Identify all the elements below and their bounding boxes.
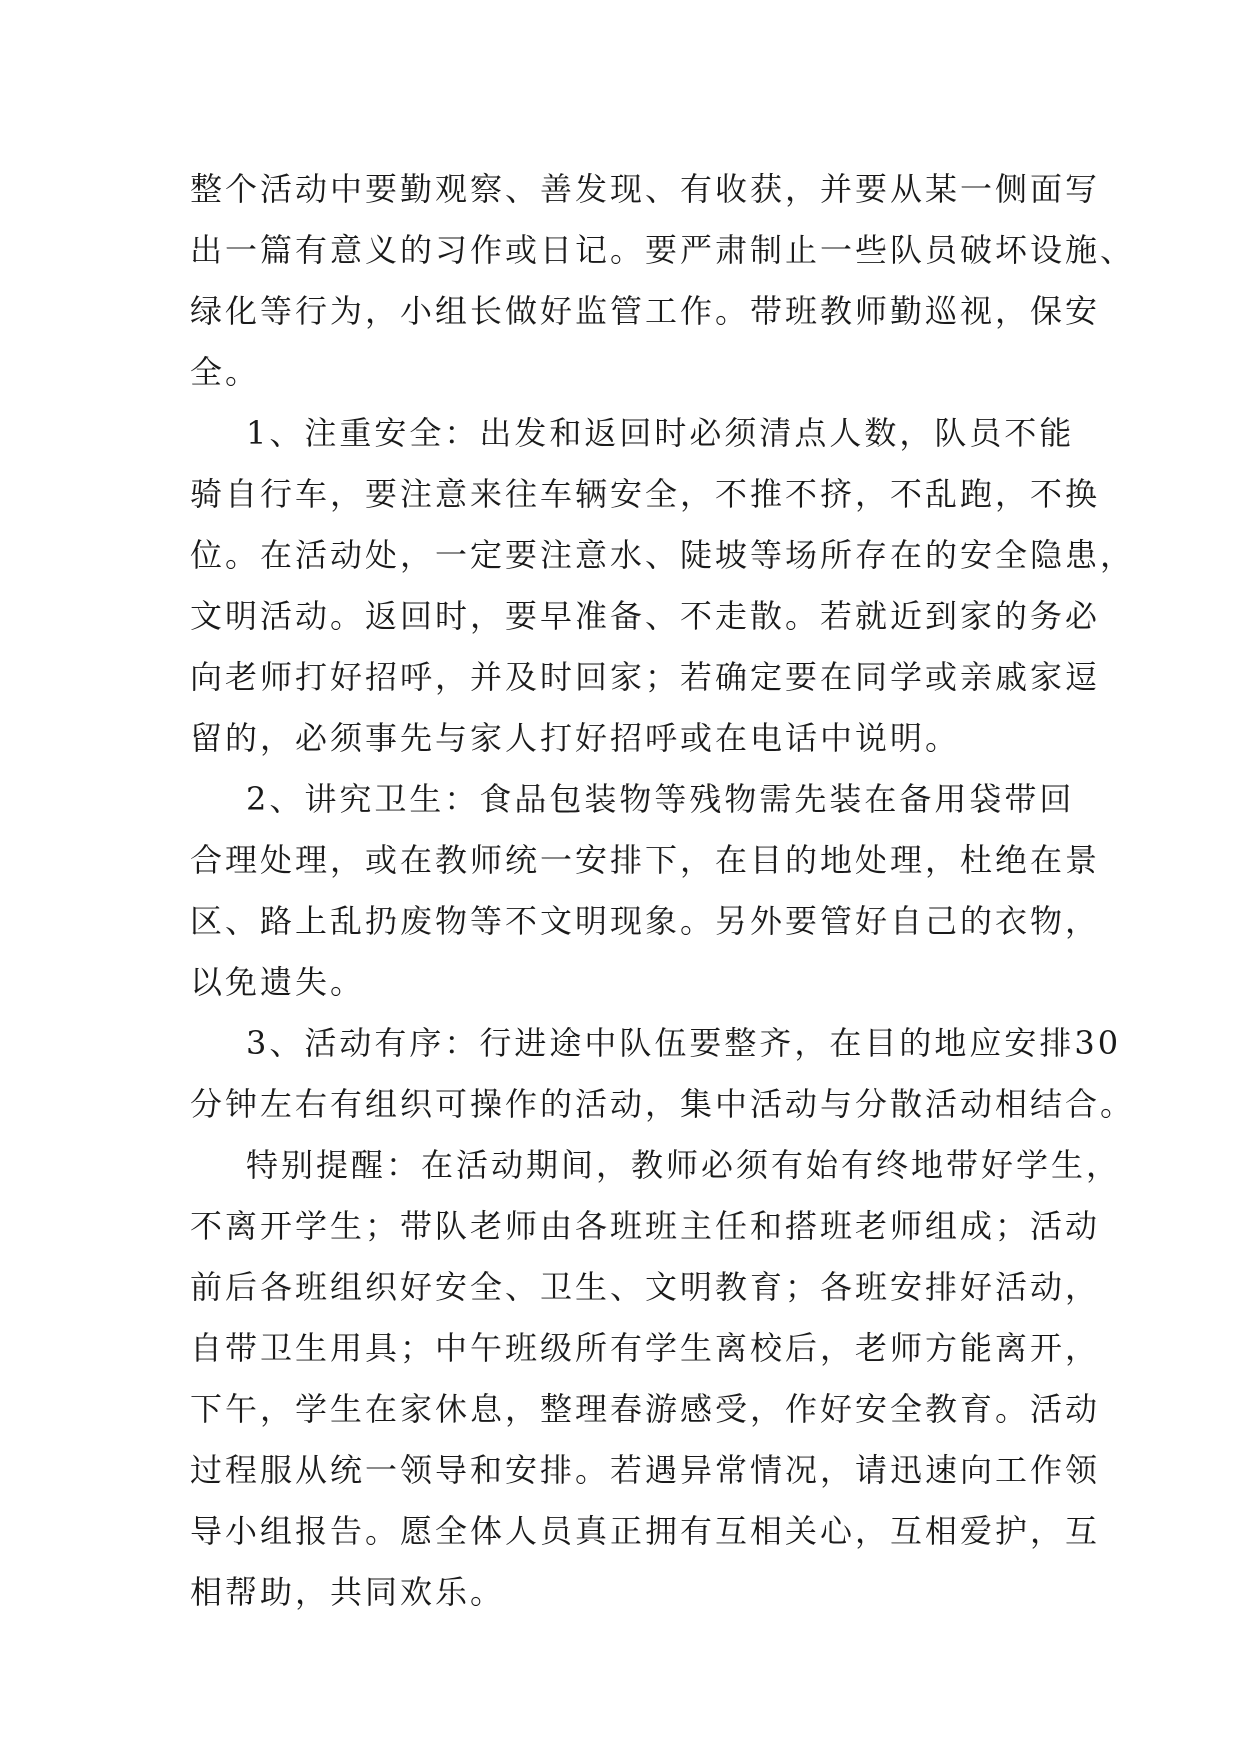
document-body [190,159,1136,1623]
text-line: 文明活动。返回时，要早准备、不走散。若就近到家的务必 [190,597,1101,635]
text-line: 不离开学生；带队老师由各班班主任和搭班老师组成；活动 [190,1207,1101,1245]
text-line: 特别提醒：在活动期间，教师必须有始有终地带好学生， [246,1146,1122,1184]
text-line: 绿化等行为，小组长做好监管工作。带班教师勤巡视，保安 [190,292,1101,330]
text-line: 3、活动有序：行进途中队伍要整齐，在目的地应安排30 [246,1024,1122,1062]
text-line: 区、路上乱扔废物等不文明现象。另外要管好自己的衣物， [190,902,1101,940]
text-line: 相帮助，共同欢乐。 [190,1573,506,1611]
text-line: 全。 [190,353,261,391]
text-line: 前后各班组织好安全、卫生、文明教育；各班安排好活动， [190,1268,1101,1306]
text-line: 合理处理，或在教师统一安排下，在目的地处理，杜绝在景 [190,841,1101,879]
text-line: 自带卫生用具；中午班级所有学生离校后，老师方能离开， [190,1329,1101,1367]
text-line: 留的，必须事先与家人打好招呼或在电话中说明。 [190,719,961,757]
text-line: 2、讲究卫生：食品包装物等残物需先装在备用袋带回 [246,780,1075,818]
text-line: 位。在活动处，一定要注意水、陡坡等场所存在的安全隐患， [190,536,1136,574]
text-line: 过程服从统一领导和安排。若遇异常情况，请迅速向工作领 [190,1451,1101,1489]
text-line: 骑自行车，要注意来往车辆安全，不推不挤，不乱跑，不换 [190,475,1101,513]
text-line: 下午，学生在家休息，整理春游感受，作好安全教育。活动 [190,1390,1101,1428]
text-line: 以免遗失。 [190,963,366,1001]
text-line: 导小组报告。愿全体人员真正拥有互相关心，互相爱护，互 [190,1512,1101,1550]
text-line: 1、注重安全：出发和返回时必须清点人数，队员不能 [246,414,1075,452]
text-line: 分钟左右有组织可操作的活动，集中活动与分散活动相结合。 [190,1085,1136,1123]
text-line: 整个活动中要勤观察、善发现、有收获，并要从某一侧面写 [190,170,1101,208]
text-line: 出一篇有意义的习作或日记。要严肃制止一些队员破坏设施、 [190,231,1136,269]
text-line: 向老师打好招呼，并及时回家；若确定要在同学或亲戚家逗 [190,658,1101,696]
